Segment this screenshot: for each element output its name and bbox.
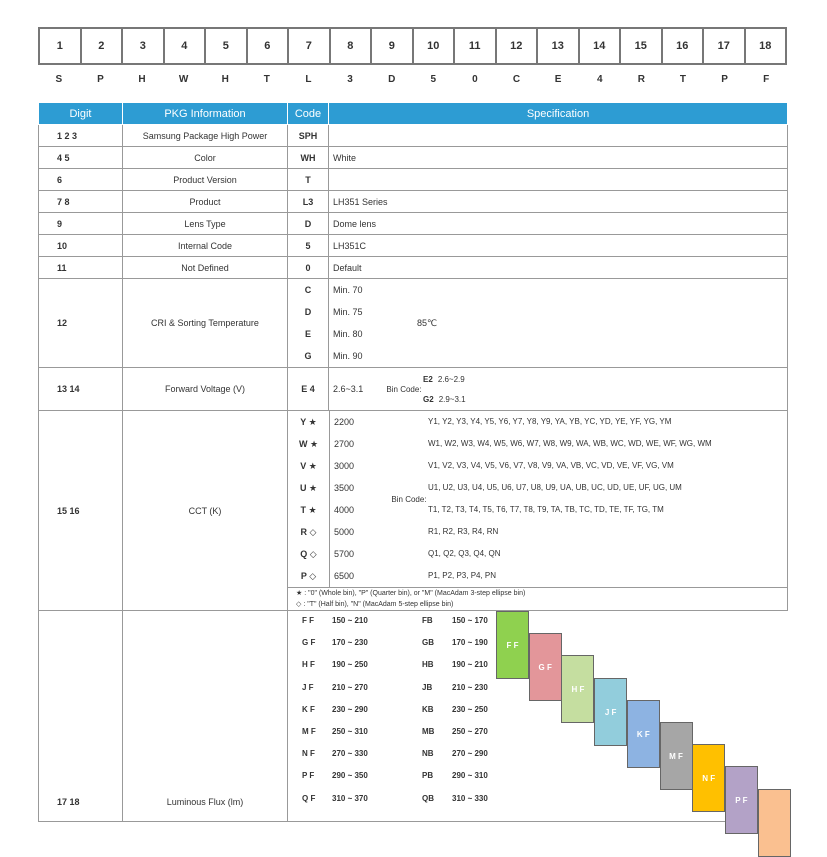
header-row bbox=[39, 103, 788, 125]
header-spec: Specification bbox=[329, 103, 788, 125]
header-code: Code bbox=[288, 103, 329, 125]
code-cell: D bbox=[288, 213, 329, 235]
spec-cell: LH351C bbox=[329, 235, 788, 257]
flux-range: 230 ~ 290 bbox=[332, 704, 368, 714]
pkg-cell: Luminous Flux (lm) bbox=[123, 611, 288, 822]
flux-sub-code: GB bbox=[422, 638, 434, 648]
flux-sub-range: 270 ~ 290 bbox=[452, 749, 488, 759]
cct-detail bbox=[288, 411, 788, 611]
spec-cell bbox=[329, 125, 788, 147]
flux-sub-code: JB bbox=[422, 682, 433, 692]
digit-cell: 1 2 3 bbox=[39, 125, 123, 147]
digit-position: 16 bbox=[663, 29, 705, 63]
vf-bin: G2 2.9~3.1 bbox=[423, 395, 466, 404]
flux-sub-range: 150 ~ 170 bbox=[452, 616, 488, 625]
code-letter: C bbox=[512, 74, 521, 85]
digit-position: 12 bbox=[497, 29, 539, 63]
cct-code: W ★ bbox=[298, 439, 319, 449]
digit-cell: 4 5 bbox=[39, 147, 123, 169]
flux-code: G F bbox=[302, 638, 316, 648]
spec-cell bbox=[329, 169, 788, 191]
flux-bin-bar: G F bbox=[529, 633, 562, 701]
bin-code-label: Bin Code: bbox=[391, 494, 427, 504]
code-letter: T bbox=[263, 74, 270, 85]
digit-cell: 15 16 bbox=[39, 411, 123, 611]
digit-cell: 6 bbox=[39, 169, 123, 191]
cct-bins: P1, P2, P3, P4, PN bbox=[428, 571, 497, 580]
table-row bbox=[39, 125, 788, 147]
flux-code: F F bbox=[302, 616, 314, 625]
cct-temp: 5700 bbox=[334, 549, 355, 559]
code-letter: L bbox=[305, 74, 312, 85]
flux-detail bbox=[288, 611, 788, 822]
cct-bins: Q1, Q2, Q3, Q4, QN bbox=[428, 549, 501, 558]
cct-bins: W1, W2, W3, W4, W5, W6, W7, W8, W9, WA, WB, WC, WD, WE, WF, WG, WM bbox=[428, 439, 712, 448]
code-cell: SPH bbox=[288, 125, 329, 147]
code-letter: E bbox=[554, 74, 562, 85]
cri-spec: Min. 70 bbox=[333, 285, 363, 295]
table-row bbox=[39, 213, 788, 235]
vf-row bbox=[39, 368, 788, 411]
cct-code: P ◇ bbox=[300, 571, 317, 581]
spec-cell: Default bbox=[329, 257, 788, 279]
code-letter: F bbox=[763, 74, 770, 85]
code-letter: R bbox=[637, 74, 645, 85]
flux-range: 210 ~ 270 bbox=[332, 682, 368, 692]
header-pkg: PKG Information bbox=[123, 103, 288, 125]
cct-temp: 2200 bbox=[334, 417, 355, 427]
pkg-cell: Lens Type bbox=[123, 213, 288, 235]
vf-bin: E2 2.6~2.9 bbox=[423, 375, 465, 384]
pkg-cell: Forward Voltage (V) bbox=[123, 368, 288, 411]
flux-bin-bar: K F bbox=[627, 700, 660, 768]
flux-row bbox=[39, 611, 788, 822]
flux-sub-range: 170 ~ 190 bbox=[452, 638, 488, 648]
digit-position: 18 bbox=[759, 40, 772, 52]
digit-cell: 9 bbox=[39, 213, 123, 235]
spec-cell: Dome lens bbox=[329, 213, 788, 235]
pkg-cell: Samsung Package High Power bbox=[123, 125, 288, 147]
cri-code: C bbox=[304, 285, 312, 295]
digit-cell: 7 8 bbox=[39, 191, 123, 213]
digit-position: 15 bbox=[621, 29, 663, 63]
cct-code: Q ◇ bbox=[300, 549, 317, 559]
code-letter: T bbox=[679, 74, 686, 85]
code-letter: S bbox=[55, 74, 63, 85]
digit-position: 7 bbox=[289, 29, 331, 63]
digit-position: 6 bbox=[248, 29, 290, 63]
flux-sub-range: 210 ~ 230 bbox=[452, 682, 488, 692]
vf-range: 2.6~3.1 bbox=[333, 384, 364, 394]
digit-position: 5 bbox=[206, 29, 248, 63]
table-row bbox=[39, 147, 788, 169]
flux-bin-bar: F F bbox=[496, 611, 529, 679]
code-letter: P bbox=[721, 74, 728, 85]
cri-spec: Min. 90 bbox=[333, 351, 363, 361]
pkg-cell: Product Version bbox=[123, 169, 288, 191]
code-letter: 5 bbox=[430, 74, 437, 85]
flux-code: Q F bbox=[302, 793, 316, 803]
cct-temp: 4000 bbox=[334, 505, 355, 515]
digit-position: 1 bbox=[40, 29, 82, 63]
table-row bbox=[39, 257, 788, 279]
pkg-cell: CRI & Sorting Temperature bbox=[123, 279, 288, 368]
cct-bins: U1, U2, U3, U4, U5, U6, U7, U8, U9, UA, UB, UC, UD, UE, UF, UG, UM bbox=[428, 483, 682, 492]
cct-note-star: ★ : "0" (Whole bin), "P" (Quarter bin), or "M" (MacAdam 3-step ellipse bin) bbox=[296, 590, 526, 597]
flux-sub-code: NB bbox=[422, 749, 434, 759]
digit-position: 3 bbox=[123, 29, 165, 63]
cct-bins: T1, T2, T3, T4, T5, T6, T7, T8, T9, TA, TB, TC, TD, TE, TF, TG, TM bbox=[428, 505, 664, 514]
pkg-cell: Not Defined bbox=[123, 257, 288, 279]
spec-cell bbox=[329, 368, 788, 411]
cct-temp: 6500 bbox=[334, 571, 355, 581]
cri-spec: Min. 80 bbox=[333, 329, 363, 339]
flux-code: J F bbox=[302, 682, 314, 692]
cri-temperature: 85℃ bbox=[417, 317, 438, 328]
cri-code: G bbox=[304, 351, 312, 361]
code-letter: P bbox=[97, 74, 104, 85]
spec-cell: LH351 Series bbox=[329, 191, 788, 213]
spec-table bbox=[38, 102, 788, 822]
cct-note-diamond: ◇ : "T" (Half bin), "N" (MacAdam 5-step ellipse bin) bbox=[296, 601, 454, 608]
digit-position: 9 bbox=[372, 29, 414, 63]
flux-bin-bar bbox=[758, 789, 791, 857]
flux-bin-bar: P F bbox=[725, 766, 758, 834]
flux-range: 310 ~ 370 bbox=[332, 793, 368, 803]
table-row bbox=[39, 191, 788, 213]
flux-sub-code: HB bbox=[422, 660, 434, 670]
cct-temp: 5000 bbox=[334, 527, 355, 537]
flux-code: K F bbox=[302, 704, 315, 714]
code-cell: L3 bbox=[288, 191, 329, 213]
header-digit: Digit bbox=[39, 103, 123, 125]
cct-temp: 3500 bbox=[334, 483, 355, 493]
flux-code: M F bbox=[302, 727, 316, 736]
flux-range: 270 ~ 330 bbox=[332, 749, 368, 759]
flux-sub-range: 230 ~ 250 bbox=[452, 704, 488, 714]
cri-code: E bbox=[304, 329, 311, 339]
flux-range: 170 ~ 230 bbox=[332, 638, 368, 648]
cct-code: R ◇ bbox=[300, 527, 317, 537]
cri-code: D bbox=[304, 307, 312, 317]
flux-range: 150 ~ 210 bbox=[332, 616, 368, 625]
code-letter: H bbox=[221, 74, 229, 85]
flux-code: P F bbox=[302, 771, 315, 781]
flux-bin-bar: N F bbox=[692, 744, 725, 812]
cct-code: U ★ bbox=[299, 483, 318, 493]
flux-sub-range: 190 ~ 210 bbox=[452, 660, 488, 670]
digit-position-box bbox=[38, 27, 787, 65]
digit-position: 10 bbox=[414, 29, 456, 63]
digit-position: 2 bbox=[82, 29, 124, 63]
flux-range: 290 ~ 350 bbox=[332, 771, 368, 781]
table-row bbox=[39, 235, 788, 257]
flux-code: N F bbox=[302, 749, 315, 759]
cri-row bbox=[39, 279, 788, 368]
cri-spec: Min. 75 bbox=[333, 307, 363, 317]
pkg-cell: Product bbox=[123, 191, 288, 213]
cct-code: T ★ bbox=[300, 505, 317, 515]
flux-sub-code: MB bbox=[422, 727, 435, 736]
spec-cell: White bbox=[329, 147, 788, 169]
code-letter: 3 bbox=[347, 74, 353, 85]
pkg-cell: Internal Code bbox=[123, 235, 288, 257]
cct-bins: Y1, Y2, Y3, Y4, Y5, Y6, Y7, Y8, Y9, YA, YB, YC, YD, YE, YF, YG, YM bbox=[428, 417, 672, 426]
cct-row bbox=[39, 411, 788, 611]
flux-sub-range: 310 ~ 330 bbox=[452, 793, 488, 803]
flux-bin-bar: M F bbox=[660, 722, 693, 790]
code-letter: 0 bbox=[472, 74, 478, 85]
digit-position: 14 bbox=[580, 29, 622, 63]
code-letter: D bbox=[388, 74, 396, 85]
cct-temp: 3000 bbox=[334, 461, 355, 471]
code-letter-row bbox=[38, 74, 787, 85]
table-row bbox=[39, 169, 788, 191]
code-cell bbox=[288, 279, 329, 368]
bin-code-label: Bin Code: bbox=[386, 384, 422, 394]
digit-cell: 13 14 bbox=[39, 368, 123, 411]
code-cell: 0 bbox=[288, 257, 329, 279]
flux-sub-range: 250 ~ 270 bbox=[452, 727, 488, 736]
digit-cell: 11 bbox=[39, 257, 123, 279]
code-letter: 4 bbox=[596, 74, 603, 85]
flux-bin-bar: H F bbox=[561, 655, 594, 723]
code-cell: T bbox=[288, 169, 329, 191]
flux-range: 250 ~ 310 bbox=[332, 727, 368, 736]
flux-sub-code: QB bbox=[422, 793, 434, 803]
cct-code: Y ★ bbox=[300, 417, 317, 427]
code-cell: WH bbox=[288, 147, 329, 169]
digit-cell: 10 bbox=[39, 235, 123, 257]
code-letter: W bbox=[178, 74, 189, 85]
flux-sub-range: 290 ~ 310 bbox=[452, 771, 488, 781]
code-cell: 5 bbox=[288, 235, 329, 257]
digit-position: 17 bbox=[704, 29, 746, 63]
digit-position: 11 bbox=[455, 29, 497, 63]
cct-code: V ★ bbox=[300, 461, 317, 471]
cct-bins: R1, R2, R3, R4, RN bbox=[428, 527, 499, 536]
flux-code: H F bbox=[302, 660, 315, 670]
spec-cell bbox=[329, 279, 788, 368]
cct-temp: 2700 bbox=[334, 439, 355, 449]
code-letter: H bbox=[138, 74, 146, 85]
digit-position: 8 bbox=[331, 29, 373, 63]
digit-position: 13 bbox=[538, 29, 580, 63]
pkg-cell: CCT (K) bbox=[123, 411, 288, 611]
digit-cell: 12 bbox=[39, 279, 123, 368]
code-cell: E 4 bbox=[288, 368, 329, 411]
flux-range: 190 ~ 250 bbox=[332, 660, 368, 670]
flux-bin-bar: J F bbox=[594, 678, 627, 746]
digit-position: 4 bbox=[165, 29, 207, 63]
flux-sub-code: KB bbox=[422, 704, 434, 714]
pkg-cell: Color bbox=[123, 147, 288, 169]
digit-cell: 17 18 bbox=[39, 611, 123, 822]
cct-bins: V1, V2, V3, V4, V5, V6, V7, V8, V9, VA, VB, VC, VD, VE, VF, VG, VM bbox=[428, 461, 674, 470]
flux-sub-code: PB bbox=[422, 771, 434, 781]
flux-sub-code: FB bbox=[422, 616, 433, 625]
